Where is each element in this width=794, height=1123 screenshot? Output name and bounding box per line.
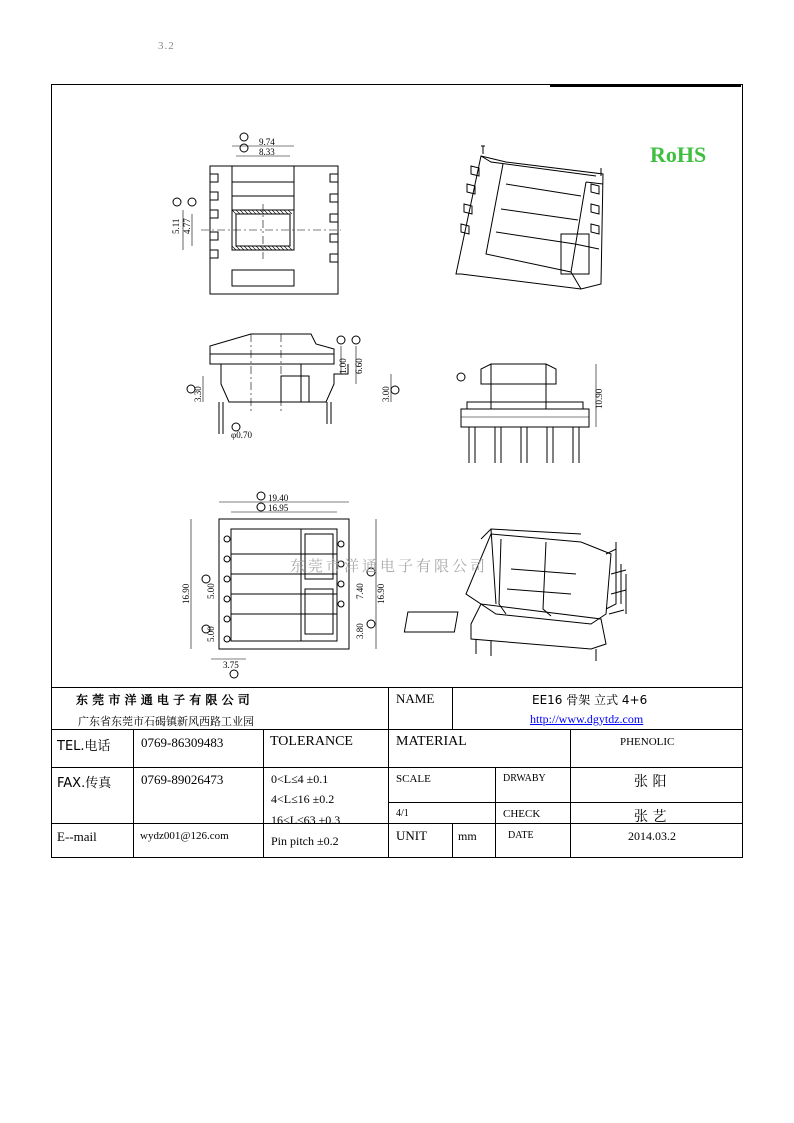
- tolerance-2: 4<L≤16 ±0.2: [271, 792, 335, 806]
- dim-top-h1: 5.11: [171, 218, 181, 234]
- dim-side-a: 1.00: [338, 358, 348, 374]
- email-label: E--mail: [57, 829, 97, 844]
- dim-bot-bottom: 3.75: [223, 660, 239, 670]
- date-label: DATE: [508, 830, 534, 841]
- tolerance-label: TOLERANCE: [270, 734, 353, 749]
- tolerance-4: Pin pitch ±0.2: [271, 834, 339, 848]
- unit-value: mm: [458, 829, 477, 843]
- fax-label: FAX.传真: [57, 776, 112, 791]
- drawby-value: 张 阳: [634, 774, 667, 790]
- dim-front-h: 10.90: [594, 388, 604, 409]
- dim-bot-w1: 19.40: [268, 493, 289, 503]
- side-view: [187, 334, 399, 434]
- company-name: 东 莞 市 洋 通 电 子 有 限 公 司: [76, 693, 250, 707]
- email-value: wydz001@126.com: [140, 830, 229, 842]
- bottom-view: [191, 492, 376, 678]
- tolerance-1: 0<L≤4 ±0.1: [271, 772, 329, 786]
- dim-bot-p3: 7.40: [355, 583, 365, 599]
- dim-side-c: 3.00: [381, 386, 391, 402]
- company-address: 广东省东莞市石碣镇新风西路工业园: [78, 715, 254, 728]
- rohs-label: RoHS: [650, 142, 707, 167]
- front-view: [457, 364, 596, 463]
- material-label: MATERIAL: [396, 734, 467, 749]
- unit-label: UNIT: [396, 828, 428, 843]
- dim-side-b: 6.60: [354, 358, 364, 374]
- name-label: NAME: [396, 691, 435, 706]
- dim-bot-p1: 5.00: [206, 583, 216, 599]
- technical-drawing: [51, 84, 743, 687]
- dim-bot-h2: 16.90: [376, 583, 386, 604]
- check-value: 张 艺: [634, 809, 667, 825]
- drawby-label: DRWABY: [503, 773, 546, 784]
- top-view: [173, 133, 341, 294]
- dim-bot-p4: 3.80: [355, 623, 365, 639]
- dim-top-w2: 8.33: [259, 147, 275, 157]
- dim-side-d: 3.30: [193, 386, 203, 402]
- dim-top-h2: 4.77: [182, 218, 192, 234]
- iso-view-1: [456, 146, 603, 289]
- dim-side-pin: φ0.70: [231, 430, 252, 440]
- dim-bot-p2: 5.00: [206, 626, 216, 642]
- name-value: EE16 骨架 立式 4+6: [532, 693, 648, 707]
- scale-value: 4/1: [396, 808, 409, 819]
- iso-view-2: [404, 529, 626, 661]
- dim-bot-w2: 16.95: [268, 503, 289, 513]
- check-label: CHECK: [503, 808, 541, 820]
- tel-value: 0769-86309483: [141, 735, 224, 750]
- tolerance-3: 16<L≤63 ±0.3: [271, 813, 341, 827]
- top-mark: 3.2: [158, 40, 175, 52]
- material-value: PHENOLIC: [620, 736, 675, 748]
- website-link[interactable]: http://www.dgytdz.com: [530, 712, 644, 726]
- fax-value: 0769-89026473: [141, 772, 224, 787]
- scale-label: SCALE: [396, 773, 431, 785]
- watermark: 东莞市洋通电子有限公司: [290, 557, 489, 575]
- date-value: 2014.03.2: [628, 829, 676, 843]
- tel-label: TEL.电话: [57, 739, 111, 754]
- dim-top-w1: 9.74: [259, 137, 275, 147]
- dim-bot-h1: 16.90: [181, 583, 191, 604]
